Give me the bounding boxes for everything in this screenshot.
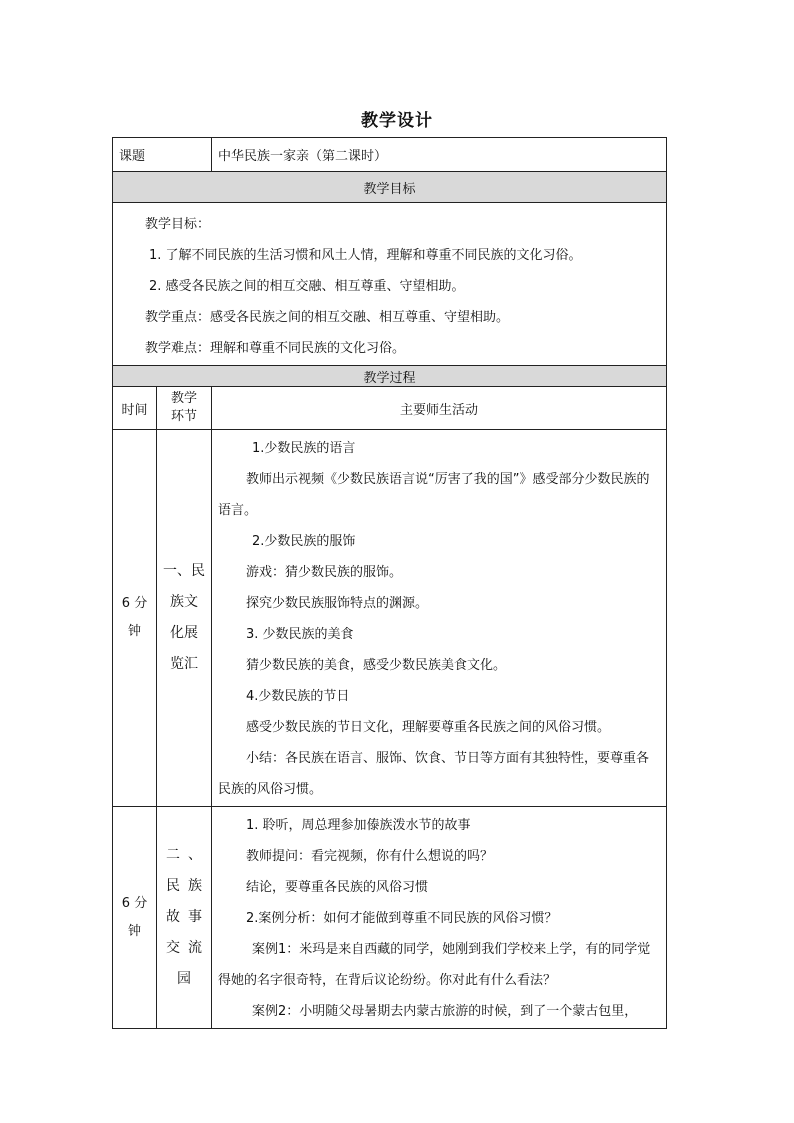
- document-title: 教学设计: [361, 111, 433, 131]
- process-header: 教学过程: [113, 366, 667, 387]
- stage-line: 故事: [166, 909, 210, 925]
- activity-heading: 2.案例分析：如何才能做到尊重不同民族的风俗习惯？: [246, 911, 558, 926]
- activity-case: 案例2：小明随父母暑期去内蒙古旅游的时候，到了一个蒙古包里，: [252, 1004, 638, 1019]
- column-stage-line: 教学: [171, 391, 198, 406]
- topic-label: 课题: [113, 138, 212, 172]
- stage-line: 二、: [166, 847, 210, 863]
- activity-line: 教师出示视频《少数民族语言说“厉害了我的国”》感受部分少数民族的语言。: [218, 472, 650, 518]
- activity-summary: 小结：各民族在语言、服饰、饮食、节日等方面有其独特性，要尊重各民族的风俗习惯。: [218, 751, 650, 797]
- time-cell: [113, 807, 157, 1029]
- stage-line: 化展: [170, 625, 198, 641]
- activity-heading: 1. 聆听，周总理参加傣族泼水节的故事: [246, 818, 471, 833]
- stage-line: 园: [177, 971, 199, 987]
- process-row: [113, 430, 667, 807]
- goals-section: [113, 203, 667, 366]
- activity-heading: 1.少数民族的语言: [252, 441, 356, 456]
- activity-line: 结论，要尊重各民族的风俗习惯: [246, 880, 429, 895]
- goals-header: 教学目标: [113, 172, 667, 203]
- lesson-plan-table: [112, 137, 667, 1029]
- activity-cell: [212, 430, 667, 807]
- activity-heading: 2.少数民族的服饰: [252, 534, 356, 549]
- activity-line: 教师提问：看完视频，你有什么想说的吗？: [246, 849, 494, 864]
- topic-row: [113, 138, 667, 172]
- topic-value: 中华民族一家亲（第二课时）: [212, 138, 667, 172]
- goals-line: 教学重点：感受各民族之间的相互交融、相互尊重、守望相助。: [145, 310, 510, 325]
- goals-line: 1. 了解不同民族的生活习惯和风土人情，理解和尊重不同民族的文化习俗。: [149, 248, 582, 263]
- stage-cell: [157, 430, 212, 807]
- stage-cell: [157, 807, 212, 1029]
- activity-line: 探究少数民族服饰特点的渊源。: [246, 596, 429, 611]
- column-activity: 主要师生活动: [212, 387, 667, 430]
- goals-line: 教学难点：理解和尊重不同民族的文化习俗。: [145, 341, 406, 356]
- activity-line: 游戏：猜少数民族的服饰。: [246, 565, 403, 580]
- column-stage-line: 环节: [171, 409, 198, 424]
- stage-line: 一、民: [163, 563, 205, 579]
- activity-line: 猜少数民族的美食，感受少数民族美食文化。: [246, 658, 507, 673]
- activity-case: 案例1：米玛是来自西藏的同学，她刚到我们学校来上学，有的同学觉得她的名字很奇特，在背后议论纷纷。你对此有什么看法？: [218, 942, 651, 988]
- time-line: 6 分: [121, 596, 148, 611]
- goals-line: 2. 感受各民族之间的相互交融、相互尊重、守望相助。: [149, 279, 465, 294]
- goals-line: 教学目标：: [145, 217, 211, 232]
- stage-line: 族文: [170, 594, 198, 610]
- column-stage: [157, 387, 212, 430]
- activity-cell: [212, 807, 667, 1029]
- stage-line: 览汇: [170, 656, 198, 672]
- activity-heading: 4.少数民族的节日: [246, 689, 350, 704]
- stage-line: 交流: [166, 940, 210, 956]
- column-time: 时间: [113, 387, 157, 430]
- activity-line: 感受少数民族的节日文化，理解要尊重各民族之间的风俗习惯。: [246, 720, 611, 735]
- activity-heading: 3. 少数民族的美食: [246, 627, 354, 642]
- time-line: 钟: [127, 923, 141, 939]
- stage-line: 民族: [166, 878, 210, 894]
- process-row: [113, 807, 667, 1029]
- process-column-headers: [113, 387, 667, 430]
- time-line: 6 分: [121, 895, 148, 911]
- time-line: 钟: [127, 624, 141, 639]
- time-cell: [113, 430, 157, 807]
